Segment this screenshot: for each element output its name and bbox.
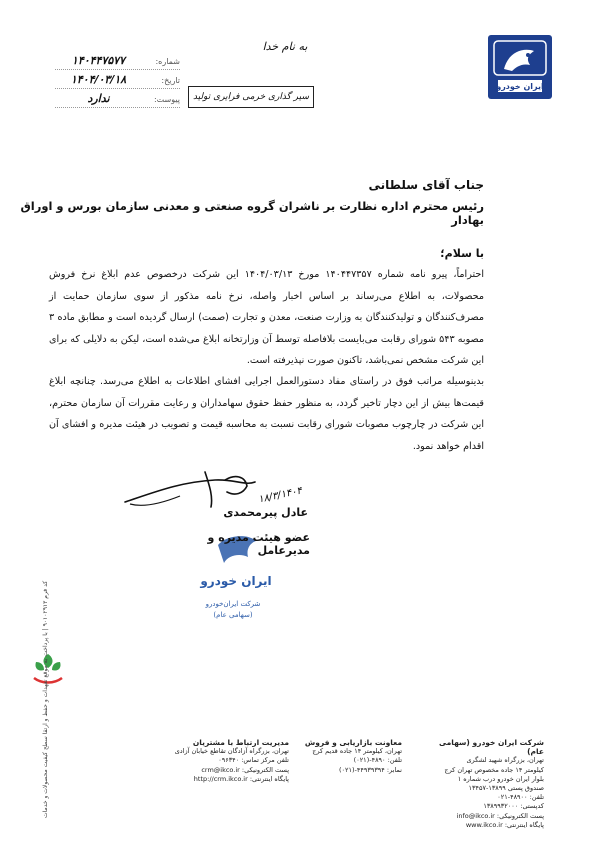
footer-sales [302,738,402,775]
footer-company [426,738,544,830]
footer-line: کیلومتر ۱۴ جاده مخصوص تهران کرج [444,765,544,774]
company-logo [488,35,552,99]
footer-crm [164,738,289,784]
footer-line: تلفن: ۴۸۹۰۰-۰۲۱ [497,793,544,802]
handwritten-signature [85,452,285,532]
letter-meta [55,54,180,111]
number-row [55,54,180,70]
addressee-name: جناب آقای سلطانی [368,178,484,192]
margin-side-text [20,580,80,820]
svg-text:ایران خودرو: ایران خودرو [496,82,544,91]
footer-line: تلفن: ۴۸۹۰-(۰۲۱) [353,756,402,765]
footer-line: تهران، کیلومتر ۱۴ جاده قدیم کرج [312,747,402,756]
greeting: با سلام؛ [440,247,484,260]
stamp-type: (سهامی عام) [213,611,253,619]
footer-line: کدپستی: ۱۳۸۹۹۳۲۰۰۰ [483,802,544,811]
year-slogan: سیر گذاری خرمی فرایری تولید [188,86,314,108]
footer-company-heading: شرکت ایران خودرو (سهامی عام) [439,738,544,757]
footer-line: نمابر: ۴۴۹۳۹۳۹۴-(۰۲۱) [338,765,402,774]
date-label: تاریخ: [161,76,180,85]
margin-text: کد فرم ۹۰۱۰۲۹۱۳ | با پرداخت به موقع تعهدات و حفظ و ارتقا سطح کیفیت محصولات و خدمات [42,580,49,818]
basmala: به نام خدا [262,40,308,53]
addressee-position: رئیس محترم اداره نظارت بر ناشران گروه صنعتی و معدنی سازمان بورس و اوراق بهادار [20,199,484,227]
attachment-row [55,92,180,108]
stamp-company: شرکت ایران‌خودرو [205,600,261,608]
attachment-value: ندارد [87,92,110,105]
number-label: شماره: [155,57,180,66]
footer-crm-email[interactable]: پست الکترونیکی: crm@ikco.ir [201,765,289,774]
footer-line: تهران، بزرگراه شهید لشگری [466,756,544,765]
footer-sales-heading: معاونت بازاریابی و فروش [304,738,402,747]
attachment-label: پیوست: [153,95,180,104]
footer-line: تلفن مرکز تماس: ۰۹۶۳۴۰ [218,756,289,765]
body-paragraph-2: بدینوسیله مراتب فوق در راستای مفاد دستورالعمل اجرایی افشای اطلاعات به اطلاع می‌رسد. چنانچه ابلاغ قیمت‌ها بیش از این دچار تاخیر گردد، به منظور حفظ حقوق سهامداران و رعایت مقررات آن سازمان محترم، این شرکت در چارچوب مصوبات شورای رقابت نسبت به محاسبه قیمت و تصویب در هیئت مدیره و افشای آن اقدام خواهد نمود. [49,376,484,452]
footer-crm-heading: مدیریت ارتباط با مشتریان [192,738,289,747]
body-paragraph-1: احتراماً، پیرو نامه شماره ۱۴۰۴۴۷۳۵۷ مورخ ۱۴۰۴/۰۳/۱۳ این شرکت درخصوص عدم ابلاغ نرخ فروش محصولات، به اطلاع می‌رساند بر اساس اخبار واصله، نرخ نامه مذکور از سوی سازمان حمایت از مصرف‌کنندگان و تولیدکنندگان به وزارت صنعت، معدن و تجارت (صمت) ارسال گردیده است و مطابق ماده ۳ مصوبه ۵۴۳ شورای رقابت می‌بایست بلافاصله توسط آن وزارتخانه ابلاغ می‌شده است، لیکن به دلایلی که برای این شرکت مشخص نمی‌باشد، تاکنون صورت نپذیرفته است. [49,269,484,366]
signer-name: عادل پیرمحمدی [223,506,308,519]
number-value: ۱۴۰۴۴۷۵۷۷ [71,54,126,67]
footer-crm-website[interactable]: پایگاه اینترنتی: http://crm.ikco.ir [193,774,289,783]
stamp-brand: ایران خودرو [200,574,272,588]
footer-line: تهران، بزرگراه آزادگان تقاطع خیابان آزادی [174,747,289,756]
footer-website[interactable]: پایگاه اینترنتی: www.ikco.ir [465,820,544,829]
footer-line: صندوق پستی ۱۳۸۹۹-۱۳۴۵۷ [468,784,544,793]
footer-email[interactable]: پست الکترونیکی: info@ikco.ir [456,811,544,820]
handwritten-date: ۱۸/۳/۱۴۰۴ [257,485,304,506]
date-row [55,73,180,89]
date-value: ۱۴۰۴/۰۳/۱۸ [70,73,127,86]
footer-line: بلوار ایران خودرو درب شماره ۱ [457,774,544,783]
signer-title: عضو هیئت مدیره و مدیرعامل [207,531,310,557]
